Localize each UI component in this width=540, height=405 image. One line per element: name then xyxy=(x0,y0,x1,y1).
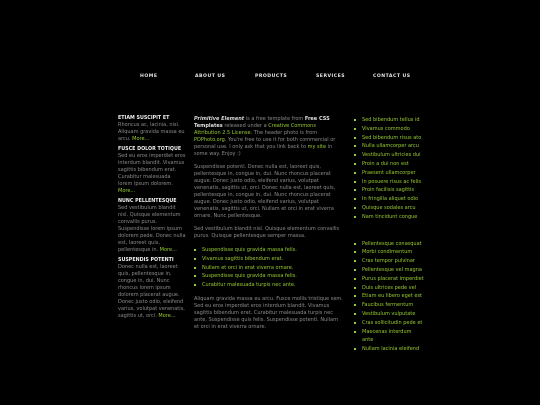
nav-services[interactable]: SERVICES xyxy=(316,74,346,79)
sidebar-body: Sed eu eros imperdiet eros interdum blandit. Vivamus sagittis bibendum erat. Curabitur malesuada lorem ipsum dolorem. xyxy=(118,153,186,187)
link-list-text: Cras tempor pulvinar xyxy=(362,258,415,265)
bullet-icon xyxy=(354,313,356,315)
link-list-item[interactable] xyxy=(354,310,424,319)
link-list-item[interactable] xyxy=(354,328,424,346)
link-list-item[interactable] xyxy=(354,204,424,213)
link-list-item[interactable] xyxy=(354,151,424,160)
intro-text: . You're free to use it for both commercial or personal use. I only ask that you link back to xyxy=(194,137,336,150)
bullet-icon xyxy=(354,137,356,139)
intro-text: released under a xyxy=(222,123,269,129)
link-list-text: Faucibus fermentum xyxy=(362,302,414,309)
link-list-text: Maecenas interdum ante xyxy=(362,328,412,344)
bullet-icon xyxy=(354,207,356,209)
bullet-icon xyxy=(354,154,356,156)
bullet-icon xyxy=(354,322,356,324)
sidebar-block xyxy=(118,147,186,195)
link-list-text: Quisque sodales arcu xyxy=(362,204,416,211)
sidebar-body: Sed vestibulum blandit nisl. Quisque elementum convallis purus. Suspendisse lorem ipsum dolorem pede. Donec nulla est, laoreet quis, pellentesque in. xyxy=(118,205,186,253)
list-item-text: Curabitur malesuada turpis nec ante. xyxy=(202,282,296,289)
link-list-item[interactable] xyxy=(354,213,424,222)
bullet-icon xyxy=(354,119,356,121)
free-css-templates-link[interactable]: Free CSS Templates xyxy=(194,116,330,129)
left-sidebar xyxy=(118,116,186,324)
main-content xyxy=(194,116,344,337)
more-link[interactable]: More... xyxy=(132,136,150,142)
sidebar-block xyxy=(118,116,186,143)
link-list-item[interactable] xyxy=(354,266,424,275)
link-list-item[interactable] xyxy=(354,116,424,125)
link-list-text: Praesent ullamcorper xyxy=(362,169,416,176)
bullet-icon xyxy=(194,249,196,251)
list-item[interactable] xyxy=(194,281,344,290)
bullet-icon xyxy=(354,128,356,130)
link-list-text: Sed bibendum tellus id xyxy=(362,117,420,123)
link-list-item[interactable] xyxy=(354,195,424,204)
right-sidebar xyxy=(354,116,424,372)
link-list-text: Vivamus commodo xyxy=(362,125,410,132)
nav-products[interactable]: PRODUCTS xyxy=(255,74,288,79)
bullet-icon xyxy=(354,348,356,350)
nav-contact-us[interactable]: CONTACT US xyxy=(373,74,411,79)
main-navigation xyxy=(122,74,422,82)
link-list-text: Purus placerat imperdiet xyxy=(362,275,424,282)
bullet-icon xyxy=(354,172,356,174)
bullet-icon xyxy=(354,198,356,200)
bullet-icon xyxy=(194,258,196,260)
bullet-icon xyxy=(354,269,356,271)
intro-text: in some way. Enjoy :) xyxy=(194,144,333,157)
bullet-icon xyxy=(354,278,356,280)
nav-home[interactable]: HOME xyxy=(140,74,158,79)
link-list-text: Morbi condimentum xyxy=(362,249,413,256)
sidebar-block xyxy=(118,199,186,254)
list-item[interactable] xyxy=(194,246,344,255)
link-list-item[interactable] xyxy=(354,134,424,143)
sidebar-body: Rhoncus ac, lacinia, nisi. Aliquam gravida massa eu arcu. xyxy=(118,122,185,142)
link-list-text: Duis ultrices pede vel xyxy=(362,284,417,291)
bullet-icon xyxy=(354,295,356,297)
pdphoto-link[interactable]: PDPhoto.org xyxy=(194,137,225,143)
more-link[interactable]: More... xyxy=(159,247,177,253)
bullet-icon xyxy=(354,145,356,147)
link-list xyxy=(354,240,424,354)
link-list-item[interactable] xyxy=(354,275,424,284)
sidebar-heading: ETIAM SUSCIPIT ET xyxy=(118,116,170,121)
sidebar-block xyxy=(118,258,186,320)
link-list-text: Vestibulum vulputate xyxy=(362,310,416,317)
content-paragraph: Aliquam gravida massa eu arcu. Fusce mollis tristique sem. Sed eu eros imperdiet eros interdum blandit. Vivamus sagittis bibendum erat. Curabitur malesuada turpis nec ante. Suspendisse quis felis. Suspendisse potenti. Nullam et orci in erat viverra ornare. xyxy=(194,295,343,330)
sidebar-text xyxy=(118,205,186,254)
license-link[interactable]: Creative Commons Attribution 2.5 License xyxy=(194,123,316,136)
link-list-text: Cras sollicitudin pede et xyxy=(362,319,423,326)
link-list-text: Nam tincidunt congue xyxy=(362,213,418,220)
link-list-item[interactable] xyxy=(354,240,424,249)
link-list-text: Sed bibendum risus ato xyxy=(362,134,422,141)
sidebar-heading: FUSCE DOLOR TOTIQUE xyxy=(118,147,182,152)
content-paragraph: Suspendisse potenti. Donec nulla est, laoreet quis, pellentesque in, congue in, dui. Nunc rhoncus placerat augue. Donec justo odio, eleifend varius, volutpat venenatis, sagittis ut, orci. Donec nulla est, laoreet quis, pellentesque in, congue in, dui. Nunc rhoncus placerat augue. Donec justo odio, eleifend varius, volutpat venenatis, sagittis ut, orci. Nullam et orci in erat viverra ornare. Nunc pellentesque. xyxy=(194,164,336,219)
link-list-item[interactable] xyxy=(354,186,424,195)
link-list-item[interactable] xyxy=(354,169,424,178)
sidebar-heading: SUSPENDIS POTENTI xyxy=(118,258,174,263)
my-site-link[interactable]: my site xyxy=(307,144,327,150)
link-list-text: Proin a dui non est xyxy=(362,160,409,167)
list-item[interactable] xyxy=(194,264,344,273)
sidebar-body: Donec nulla est, laoreet quis, pellentesque in, congue in, dui. Nunc rhoncus lorem ipsum dolorem placerat augue. Donec justo odio, eleifend varius, volutpat venenatis, sagittis ut, orci. xyxy=(118,264,185,319)
list-item-text: Vivamus sagittis bibendum erat. xyxy=(202,255,284,262)
bullet-icon xyxy=(194,267,196,269)
link-list-item[interactable] xyxy=(354,284,424,293)
link-list-text: Nulla ullamcorper arcu xyxy=(362,143,419,150)
link-list-text: Etiam eu libero eget est xyxy=(362,293,423,300)
brand-name: Primitive Element xyxy=(194,116,245,122)
link-list-item[interactable] xyxy=(354,301,424,310)
link-list-text: In fringilla aliquet odio xyxy=(362,196,419,203)
intro-text: . The header photo is from xyxy=(250,130,318,136)
sidebar-text xyxy=(118,264,186,320)
bullet-icon xyxy=(194,275,196,277)
sidebar-heading: NUNC PELLENTESQUE xyxy=(118,199,177,204)
link-list-text: Vestibulum ultricies dui xyxy=(362,152,421,159)
link-list-text: Pellentesque vel magna xyxy=(362,266,422,273)
more-link[interactable]: More... xyxy=(158,313,176,319)
link-list-item[interactable] xyxy=(354,178,424,187)
bullet-icon xyxy=(354,331,356,333)
link-list-item[interactable] xyxy=(354,292,424,301)
link-list-item[interactable] xyxy=(354,160,424,169)
link-list-item[interactable] xyxy=(354,319,424,328)
bullet-icon xyxy=(354,189,356,191)
link-list-text: Pellentesque consequat xyxy=(362,240,422,247)
content-list xyxy=(194,246,344,290)
bullet-icon xyxy=(354,181,356,183)
bullet-icon xyxy=(354,260,356,262)
content-paragraph: Sed vestibulum blandit nisl. Quisque elementum convallis purus. Quisque pellentesque semper massa. xyxy=(194,226,340,239)
link-list-item[interactable] xyxy=(354,345,424,354)
link-list-text: Nullam lacinia eleifend xyxy=(362,346,420,353)
link-list-text: Proin facilisis sagittis xyxy=(362,187,415,194)
link-list-text: In posuere risus ac felis xyxy=(362,178,421,185)
list-item[interactable] xyxy=(194,272,344,281)
intro-paragraph xyxy=(194,116,344,158)
bullet-icon xyxy=(354,216,356,218)
link-list-item[interactable] xyxy=(354,248,424,257)
bullet-icon xyxy=(354,287,356,289)
sidebar-text xyxy=(118,122,186,143)
list-item-text: Suspendisse quis gravida massa felis. xyxy=(202,247,297,253)
list-item-text: Nullam et orci in erat viverra ornare. xyxy=(202,264,294,271)
bullet-icon xyxy=(354,163,356,165)
list-item-text: Suspendisse quis gravida massa felis. xyxy=(202,273,297,280)
link-list-item[interactable] xyxy=(354,142,424,151)
more-link[interactable]: More... xyxy=(118,188,136,194)
bullet-icon xyxy=(354,304,356,306)
nav-about-us[interactable]: ABOUT US xyxy=(195,74,226,79)
bullet-icon xyxy=(354,251,356,253)
link-list xyxy=(354,116,424,222)
link-list-item[interactable] xyxy=(354,257,424,266)
link-list-item[interactable] xyxy=(354,125,424,134)
intro-text: is a free template from xyxy=(244,116,305,122)
bullet-icon xyxy=(354,243,356,245)
bullet-icon xyxy=(194,284,196,286)
sidebar-text xyxy=(118,153,186,195)
list-item[interactable] xyxy=(194,255,344,264)
